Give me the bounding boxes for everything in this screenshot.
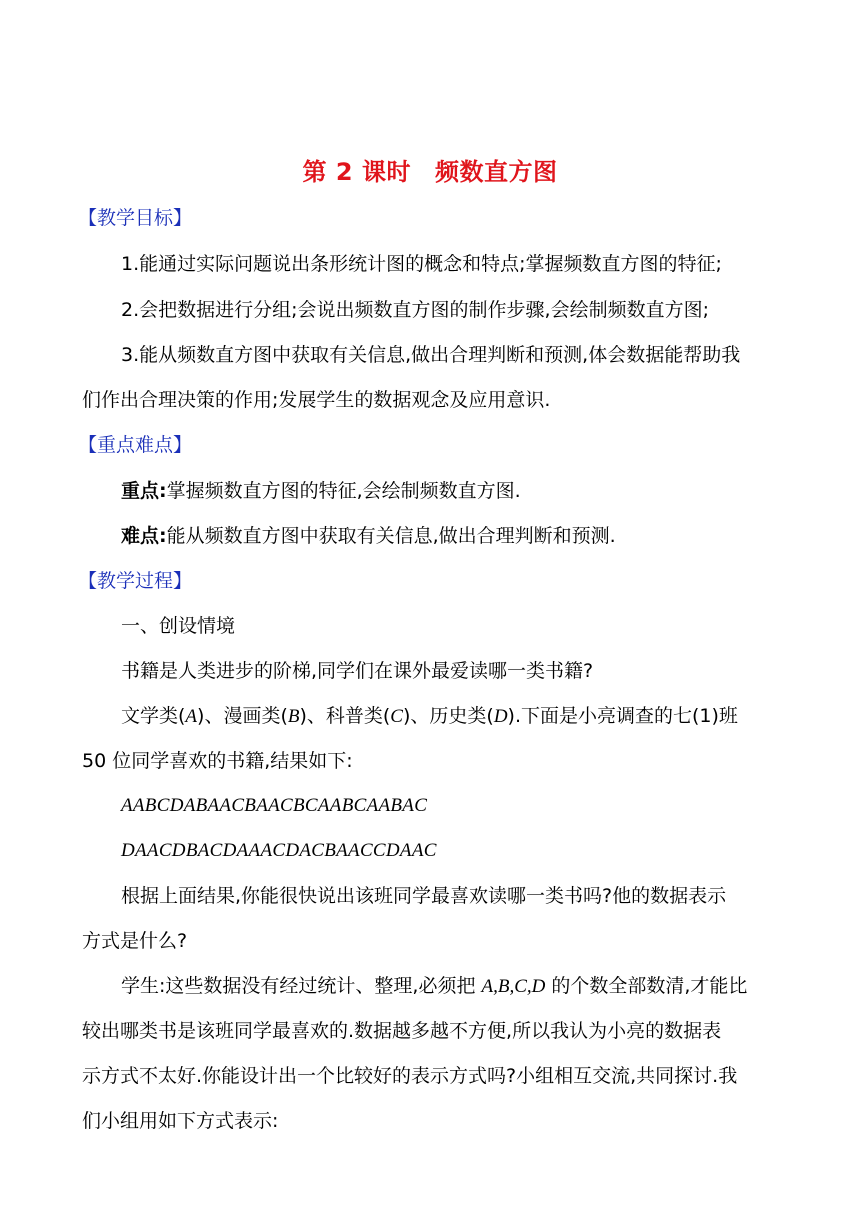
goal-1: 1.能通过实际问题说出条形统计图的概念和特点;掌握频数直方图的特征; bbox=[121, 253, 722, 275]
step-heading: 一、创设情境 bbox=[121, 615, 236, 637]
data-row-2: DAACDBACDAAACDACBAACCDAAC bbox=[121, 840, 437, 861]
data-row-1: AABCDABAACBAACBCAABCAABAC bbox=[121, 795, 428, 816]
text-segment: )、漫画类( bbox=[197, 705, 288, 727]
letter-C: C bbox=[390, 706, 403, 727]
key-point-text: 掌握频数直方图的特征,会绘制频数直方图. bbox=[166, 480, 521, 502]
text-segment: )、历史类( bbox=[402, 705, 494, 727]
paragraph-student-line4: 们小组用如下方式表示: bbox=[82, 1110, 279, 1132]
title-lesson: 第 2 课时 bbox=[302, 158, 411, 186]
page-title bbox=[0, 154, 860, 190]
paragraph-student-line1 bbox=[121, 972, 747, 1001]
letter-A: A bbox=[185, 706, 198, 727]
section-heading-goals: 【教学目标】 bbox=[78, 207, 193, 229]
text-segment: ).下面是小亮调查的七(1)班 bbox=[507, 705, 738, 727]
difficulty-text: 能从频数直方图中获取有关信息,做出合理判断和预测. bbox=[166, 525, 616, 547]
title-topic: 频数直方图 bbox=[434, 158, 558, 186]
text-segment: 文学类( bbox=[121, 705, 186, 727]
paragraph-survey: 50 位同学喜欢的书籍,结果如下: bbox=[82, 750, 353, 772]
letters-ABCD: A,B,C,D bbox=[481, 976, 546, 997]
letter-B: B bbox=[287, 706, 300, 727]
key-point bbox=[121, 477, 521, 505]
goal-2: 2.会把数据进行分组;会说出频数直方图的制作步骤,会绘制频数直方图; bbox=[121, 299, 709, 321]
difficulty-point bbox=[121, 522, 616, 550]
paragraph-question: 书籍是人类进步的阶梯,同学们在课外最爱读哪一类书籍? bbox=[121, 660, 594, 682]
section-heading-key-points: 【重点难点】 bbox=[78, 434, 193, 456]
paragraph-question-2-line1: 根据上面结果,你能很快说出该班同学最喜欢读哪一类书吗?他的数据表示 bbox=[121, 885, 727, 907]
paragraph-question-2-line2: 方式是什么? bbox=[82, 930, 188, 952]
goal-3-line1: 3.能从频数直方图中获取有关信息,做出合理判断和预测,体会数据能帮助我 bbox=[121, 344, 741, 366]
goal-3-line2: 们作出合理决策的作用;发展学生的数据观念及应用意识. bbox=[82, 389, 551, 411]
text-segment: 的个数全部数清,才能比 bbox=[545, 975, 748, 997]
key-point-label: 重点: bbox=[121, 480, 167, 502]
difficulty-label: 难点: bbox=[121, 525, 167, 547]
paragraph-student-line3: 示方式不太好.你能设计出一个比较好的表示方式吗?小组相互交流,共同探讨.我 bbox=[82, 1065, 738, 1087]
text-segment: 学生:这些数据没有经过统计、整理,必须把 bbox=[121, 975, 482, 997]
section-heading-process: 【教学过程】 bbox=[78, 570, 193, 592]
letter-D: D bbox=[493, 706, 508, 727]
paragraph-student-line2: 较出哪类书是该班同学最喜欢的.数据越多越不方便,所以我认为小亮的数据表 bbox=[82, 1020, 722, 1042]
paragraph-categories bbox=[121, 702, 738, 731]
text-segment: )、科普类( bbox=[299, 705, 391, 727]
